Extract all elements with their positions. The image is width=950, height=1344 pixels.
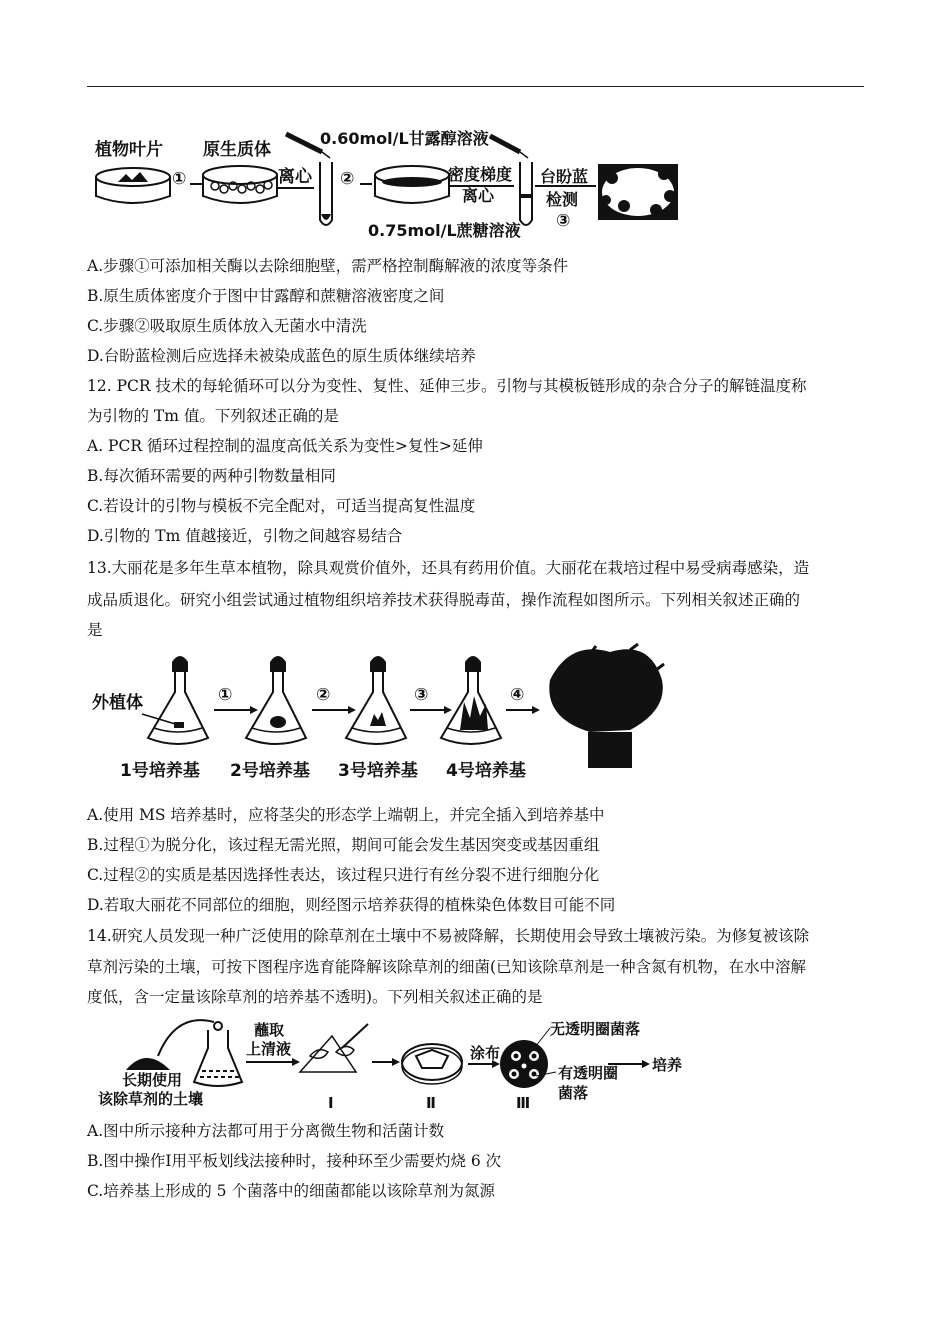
inoculation-loop-icon xyxy=(300,1024,368,1072)
q14-stem-line2: 草剂污染的土壤，可按下图程序选育能降解该除草剂的细菌(已知该除草剂是一种含氮有机物，在水中溶解 xyxy=(87,958,807,976)
soil-pile-icon xyxy=(126,1058,170,1070)
medium3-label: 3号培养基 xyxy=(338,761,418,781)
potted-plant-icon xyxy=(549,644,664,768)
q12-stem-line1: 12. PCR 技术的每轮循环可以分为变性、复性、延伸三步。引物与其模板链形成的杂合分子的解链温度称 xyxy=(87,377,807,395)
step2-label: ② xyxy=(340,169,355,189)
step3-label: ③ xyxy=(556,211,571,231)
q12-option-c: C.若设计的引物与模板不完全配对，可适当提高复性温度 xyxy=(87,497,476,515)
no-halo-label: 无透明圈菌落 xyxy=(550,1020,641,1038)
q13-stem-line1: 13.大丽花是多年生草本植物，除具观赏价值外，还具有药用价值。大丽花在栽培过程中易受病毒感染，造 xyxy=(87,559,810,577)
gradient-label-1: 密度梯度 xyxy=(448,165,513,184)
q14-option-c: C.培养基上形成的 5 个菌落中的细菌都能以该除草剂为氮源 xyxy=(87,1182,495,1200)
step1-label: ① xyxy=(172,169,187,189)
label-leaf: 植物叶片 xyxy=(95,140,163,160)
pipette-icon-2 xyxy=(490,136,528,158)
gradient-tube-icon xyxy=(520,162,532,225)
halo-label-1: 有透明圈 xyxy=(558,1064,619,1082)
gradient-label-2: 离心 xyxy=(462,186,495,205)
header-rule xyxy=(87,86,864,87)
colony-plate-icon xyxy=(500,1040,548,1088)
flask-1-icon xyxy=(148,656,208,744)
halo-label-2: 菌落 xyxy=(558,1084,589,1102)
bacteria-screening-figure xyxy=(96,1016,696,1116)
tissue-culture-figure xyxy=(90,640,670,785)
dip-label-2: 上清液 xyxy=(246,1040,292,1058)
q14-stem-line3: 度低，含一定量该除草剂的培养基不透明)。下列相关叙述正确的是 xyxy=(87,988,543,1006)
q13-option-b: B.过程①为脱分化，该过程无需光照，期间可能会发生基因突变或基因重组 xyxy=(87,836,600,854)
q14-stem-line1: 14.研究人员发现一种广泛使用的除草剂在土壤中不易被降解，长期使用会导致土壤被污染。为修复被该除 xyxy=(87,927,810,945)
roman-2-label: Ⅱ xyxy=(426,1094,436,1112)
label-protoplast: 原生质体 xyxy=(203,140,271,160)
q11-option-b: B.原生质体密度介于图中甘露醇和蔗糖溶液密度之间 xyxy=(87,287,445,305)
medium2-label: 2号培养基 xyxy=(230,761,310,781)
culture-label: 培养 xyxy=(652,1056,683,1074)
q12-option-a: A. PCR 循环过程控制的温度高低关系为变性>复性>延伸 xyxy=(87,437,483,455)
mannitol-label: 0.60mol/L甘露醇溶液 xyxy=(320,129,489,148)
q13-stem-line2: 成品质退化。研究小组尝试通过植物组织培养技术获得脱毒苗，操作流程如图所示。下列相关叙述正确的 xyxy=(87,591,801,609)
step3-label: ③ xyxy=(414,685,429,705)
wash-dish-icon xyxy=(375,166,449,203)
step4-label: ④ xyxy=(510,685,525,705)
q12-option-b: B.每次循环需要的两种引物数量相同 xyxy=(87,467,336,485)
soil-label-2: 该除草剂的土壤 xyxy=(98,1090,204,1108)
q14-option-b: B.图中操作Ⅰ用平板划线法接种时，接种环至少需要灼烧 6 次 xyxy=(87,1152,502,1170)
streak-plate-icon xyxy=(402,1044,462,1084)
flask-3-icon xyxy=(346,656,406,744)
dip-label-1: 蘸取 xyxy=(254,1021,285,1039)
step2-label: ② xyxy=(316,685,331,705)
trypan-label-2: 检测 xyxy=(546,190,579,209)
microscope-view-icon xyxy=(598,164,678,220)
q12-option-d: D.引物的 Tm 值越接近，引物之间越容易结合 xyxy=(87,527,403,545)
centrifuge-tube-icon xyxy=(320,162,332,225)
q11-option-c: C.步骤②吸取原生质体放入无菌水中清洗 xyxy=(87,317,367,335)
explant-label: 外植体 xyxy=(92,693,143,713)
q13-option-d: D.若取大丽花不同部位的细胞，则经图示培养获得的植株染色体数目可能不同 xyxy=(87,896,616,914)
q13-option-a: A.使用 MS 培养基时，应将茎尖的形态学上端朝上，并完全插入到培养基中 xyxy=(87,806,605,824)
q11-option-d: D.台盼蓝检测后应选择未被染成蓝色的原生质体继续培养 xyxy=(87,347,476,365)
protoplast-dish-icon xyxy=(203,166,277,203)
leaf-dish-icon xyxy=(96,168,170,203)
spread-label: 涂布 xyxy=(470,1044,501,1062)
culture-flask-icon xyxy=(194,1022,242,1086)
step1-label: ① xyxy=(218,685,233,705)
transfer-arrow-icon xyxy=(158,1020,214,1056)
q12-stem-line2: 为引物的 Tm 值。下列叙述正确的是 xyxy=(87,407,339,425)
q13-stem-line3: 是 xyxy=(87,621,103,639)
centrifuge-label: 离心 xyxy=(278,167,312,187)
q11-option-a: A.步骤①可添加相关酶以去除细胞壁，需严格控制酶解液的浓度等条件 xyxy=(87,257,569,275)
medium4-label: 4号培养基 xyxy=(446,761,526,781)
flask-2-icon xyxy=(246,656,306,744)
roman-3-label: Ⅲ xyxy=(516,1094,531,1112)
soil-label-1: 长期使用 xyxy=(122,1071,183,1089)
flask-4-icon xyxy=(441,656,501,744)
q13-option-c: C.过程②的实质是基因选择性表达，该过程只进行有丝分裂不进行细胞分化 xyxy=(87,866,600,884)
medium1-label: 1号培养基 xyxy=(120,761,200,781)
protoplast-figure xyxy=(90,122,690,242)
q14-option-a: A.图中所示接种方法都可用于分离微生物和活菌计数 xyxy=(87,1122,445,1140)
roman-1-label: Ⅰ xyxy=(328,1094,334,1112)
sucrose-label: 0.75mol/L蔗糖溶液 xyxy=(368,221,521,240)
trypan-label-1: 台盼蓝 xyxy=(540,167,589,186)
